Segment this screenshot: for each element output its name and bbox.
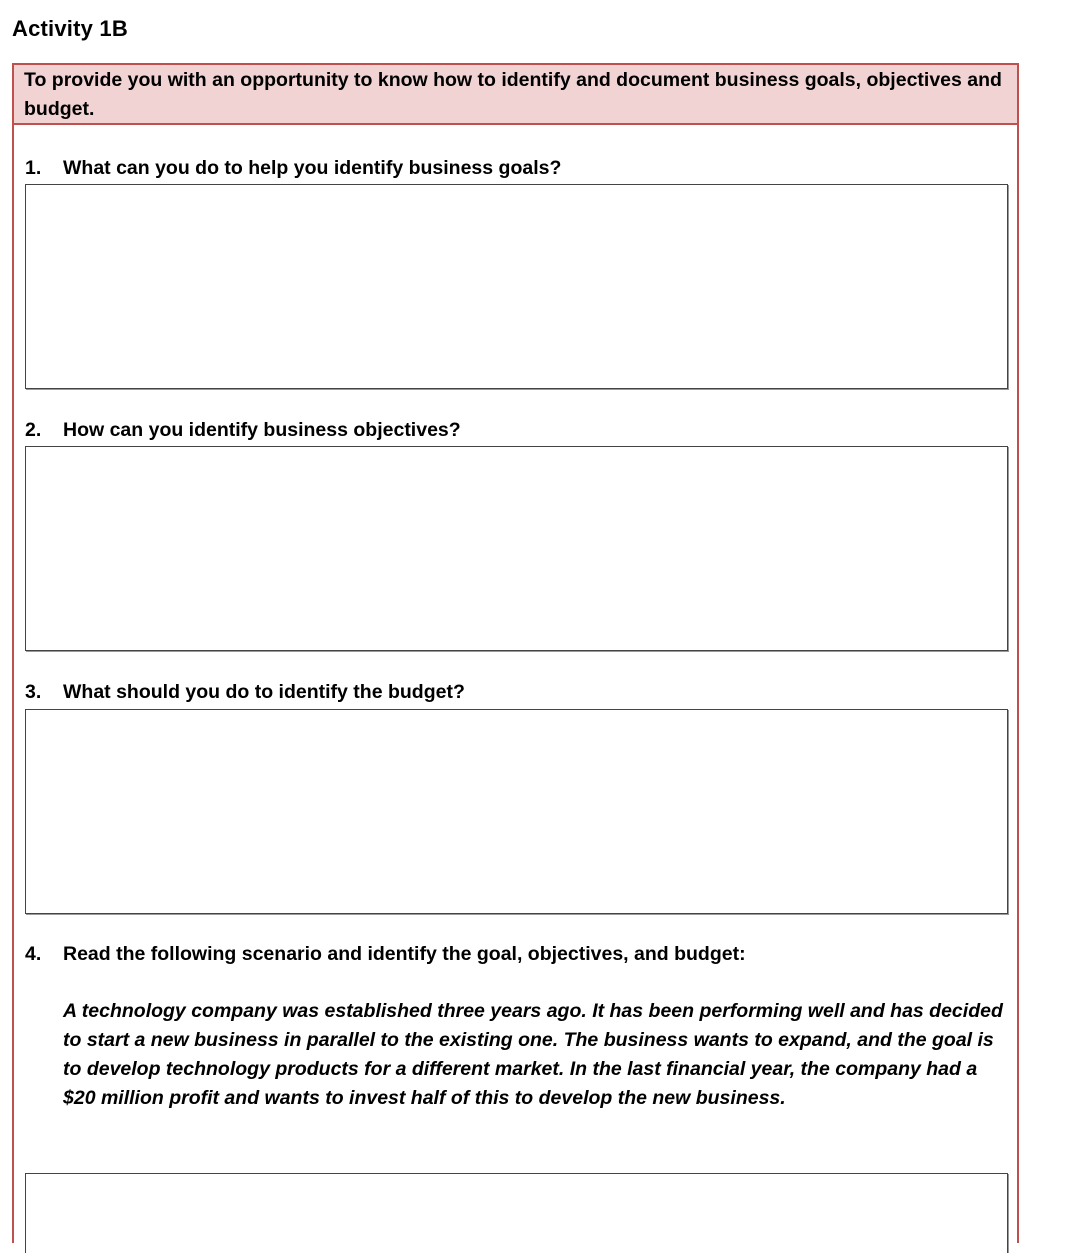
question-1: [25, 156, 561, 180]
answer-box-4[interactable]: [25, 1173, 1008, 1253]
question-number: 3.: [25, 681, 42, 703]
question-number: 2.: [25, 419, 42, 441]
question-text: What should you do to identify the budget?: [63, 681, 465, 703]
activity-purpose: To provide you with an opportunity to know how to identify and document business goals, objectives and budget.: [14, 65, 1017, 125]
question-text: Read the following scenario and identify the goal, objectives, and budget:: [63, 943, 746, 965]
question-3: [25, 680, 465, 704]
question-number: 1.: [25, 157, 42, 179]
question-2: [25, 418, 461, 442]
scenario-text: A technology company was established three years ago. It has been performing well and has decided to start a new business in parallel to the existing one. The business wants to expand, and the goal is to develop technology products for a different market. In the last financial year, the company had a $20 million profit and wants to invest half of this to develop the new business.: [63, 1000, 1003, 1109]
answer-box-3[interactable]: [25, 709, 1008, 914]
page-title: Activity 1B: [12, 16, 128, 41]
question-text: What can you do to help you identify business goals?: [63, 157, 562, 179]
question-text: How can you identify business objectives?: [63, 419, 461, 441]
activity-frame: [12, 63, 1019, 1243]
answer-box-2[interactable]: [25, 446, 1008, 651]
question-number: 4.: [25, 943, 42, 965]
question-4: [25, 942, 746, 966]
answer-box-1[interactable]: [25, 184, 1008, 389]
